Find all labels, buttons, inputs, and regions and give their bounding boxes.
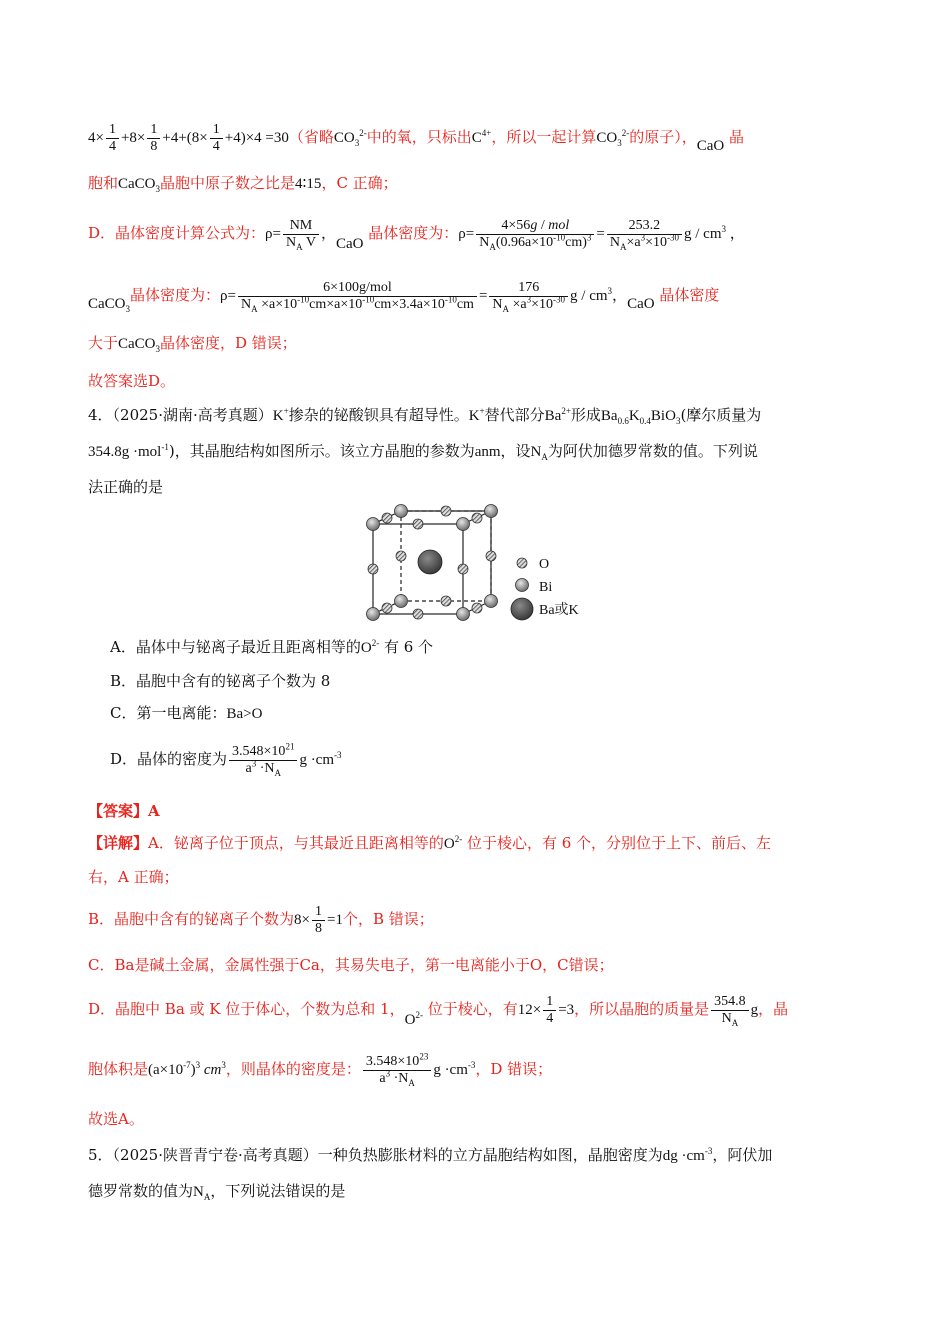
q4-option-b[interactable]: B．晶胞中含有的铋离子个数为 8: [110, 672, 331, 690]
q4-stem-line-3: 法正确的是: [88, 478, 164, 496]
q4-detail-1: 【详解】A．铋离子位于顶点，与其最近且距离相等的$O^{2-}$ 位于棱心，有 6 个，分别位于上下、前后、左: [88, 834, 772, 852]
q4-detail-3: B．晶胞中含有的铋离子个数为8× $\frac{1}{8}$ =1个，B 错误；: [88, 904, 434, 936]
q4-stem-line-1: 4．（2025·湖南·高考真题）K+掺杂的铋酸钡具有超导性。K+替代部分$Ba^{2+}$形成$Ba_{0.6}K_{0.4}BiO_3$(摩尔质量为: [88, 406, 762, 426]
q5-stem-line-1: 5．（2025·陕晋青宁卷·高考真题）一种负热膨胀材料的立方晶胞结构如图，晶胞密度为dg $\cdot cm^{-3}$，阿伏加: [88, 1146, 773, 1164]
ba-k-atom: [418, 550, 442, 574]
legend-ba-k: Ba或K: [539, 603, 579, 618]
solution-line-4: CaCO$_3$晶体密度为：ρ= $\frac{\text{6×100g/mol}}{N_A \times a\times 10^{-10}cm\times a\times 10^{-10}cm\times 3.4a\times 10^{-10}cm}$ = $\frac{176}{N_A \times a^3\times 10^{-30}}$ g / $cm^3$，CaO 晶体密度: [88, 280, 720, 314]
solution-line-6: 故答案选D。: [88, 372, 176, 390]
q4-option-c[interactable]: C．第一电离能：Ba>O: [110, 704, 263, 722]
crystal-structure-figure: [355, 502, 595, 622]
q4-answer: 【答案】A: [88, 802, 160, 820]
q4-option-d[interactable]: D．晶体的密度为 $\frac{3.548\times 10^{21}}{a^3 \cdot N_A}$ $g \cdot cm^{-3}$: [110, 741, 342, 778]
q4-detail-5: D．晶胞中 Ba 或 K 位于体心，个数为总和 1，$O^{2-}$ 位于棱心，有12× $\frac{1}{4}$ =3，所以晶胞的质量是 $\frac{354.8}{N_A}$ g，晶: [88, 994, 789, 1028]
solution-line-2: 胞和CaCO$_3$晶胞中原子数之比是4∶15，C 正确；: [88, 174, 398, 194]
legend-bi: Bi: [539, 580, 553, 595]
q4-detail-2: 右，A 正确；: [88, 868, 179, 886]
solution-line-1: [88, 122, 744, 155]
q4-detail-7: 故选A。: [88, 1110, 144, 1128]
omit-note: （省略$CO_3^{2-}$中的氧，只标出$C^{4+}$，所以一起计算$CO_3^{2-}$的原子），CaO 晶: [288, 127, 745, 154]
q4-option-a[interactable]: A．晶体中与铋离子最近且距离相等的$O^{2-}$ 有 6 个: [110, 638, 434, 656]
q4-detail-4: C．Ba是碱土金属，金属性强于Ca，其易失电子，第一电离能小于O，C错误；: [88, 956, 614, 974]
solution-line-3: D．晶体密度计算公式为：ρ= $\frac{NM}{N_A V}$ ，CaO 晶体密度为：ρ= $\frac{\text{4×56g / mol}}{N_A(0.96a\times 10^{-10}cm)^3}$ = $\frac{253.2}{N_A\times a^3\times 10^{-30}}$ g / $cm^3$ ，: [88, 218, 745, 252]
q5-stem-line-2: 德罗常数的值为$N_A$，下列说法错误的是: [88, 1182, 346, 1202]
legend-o: O: [539, 557, 550, 572]
formula-atom-count: 4× $\frac{1}{4}$ +8× $\frac{1}{8}$ +4+(8× $\frac{1}{4}$ +4)×4 =30: [88, 122, 289, 154]
q4-detail-6: 胞体积是$(a\times 10^{-7})^3$ $cm^3$，则晶体的密度是： $\frac{3.548\times 10^{23}}{a^3 \cdot N_A}$ $g \cdot cm^{-3}$，D 错误；: [88, 1051, 553, 1088]
q4-stem-line-2: 354.8g ·mol$^{-1}$)，其晶胞结构如图所示。该立方晶胞的参数为anm，设$N_A$为阿伏加德罗常数的值。下列说: [88, 442, 758, 462]
solution-line-5: 大于CaCO$_3$晶体密度，D 错误；: [88, 334, 297, 354]
